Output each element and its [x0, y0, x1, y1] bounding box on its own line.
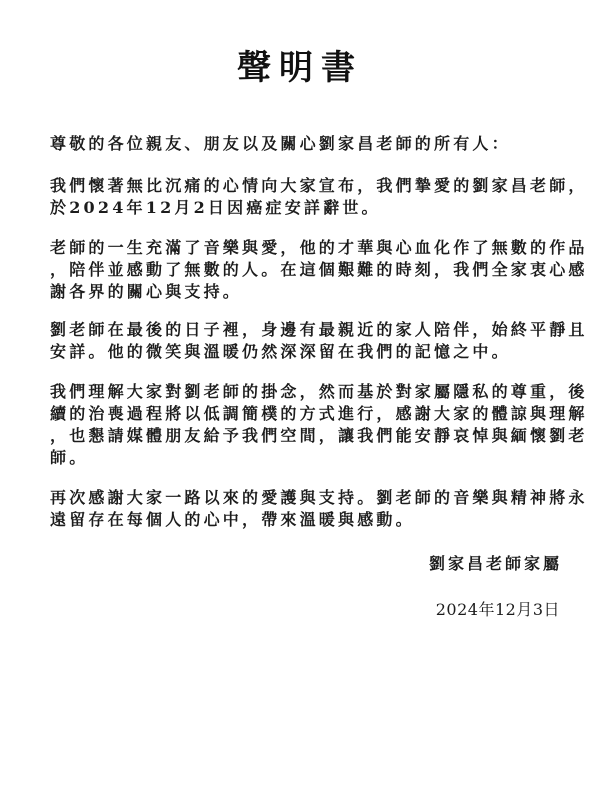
paragraph-5: [50, 487, 588, 531]
paragraph-line: 再次感謝大家一路以來的愛護與支持。劉老師的音樂與精神將永: [50, 488, 588, 507]
salutation-line: 尊敬的各位親友、朋友以及關心劉家昌老師的所有人：: [50, 134, 511, 153]
paragraph-line: 老師的一生充滿了音樂與愛，他的才華與心血化作了無數的作品: [50, 238, 588, 257]
paragraph-line: 師。: [50, 448, 89, 467]
salutation: [50, 133, 570, 155]
paragraph-line: 遠留存在每個人的心中，帶來溫暖與感動。: [50, 510, 415, 529]
paragraph-line: 我們懷著無比沉痛的心情向大家宣布，我們摯愛的劉家昌老師，: [50, 176, 588, 195]
paragraph-3: [50, 319, 588, 363]
document-title: 聲明書: [237, 48, 363, 88]
paragraph-line: 我們理解大家對劉老師的掛念，然而基於對家屬隱私的尊重，後: [50, 382, 588, 401]
signature: 劉家昌老師家屬: [428, 554, 562, 573]
paragraph-line: 於2024年12月2日因癌症安詳辭世。: [50, 198, 381, 217]
paragraph-line: 謝各界的關心與支持。: [50, 282, 243, 301]
paragraph-line: ，也懇請媒體朋友給予我們空間，讓我們能安靜哀悼與緬懷劉老: [50, 426, 588, 445]
paragraph-line: 劉老師在最後的日子裡，身邊有最親近的家人陪伴，始終平靜且: [50, 320, 588, 339]
paragraph-1: [50, 175, 588, 219]
paragraph-line: 安詳。他的微笑與溫暖仍然深深留在我們的記憶之中。: [50, 342, 511, 361]
paragraph-2: [50, 237, 588, 303]
paragraph-line: 續的治喪過程將以低調簡樸的方式進行，感謝大家的體諒與理解: [50, 404, 588, 423]
document-date: 2024年12月3日: [435, 600, 560, 619]
paragraph-line: ，陪伴並感動了無數的人。在這個艱難的時刻，我們全家衷心感: [50, 260, 588, 279]
paragraph-4: [50, 381, 588, 469]
